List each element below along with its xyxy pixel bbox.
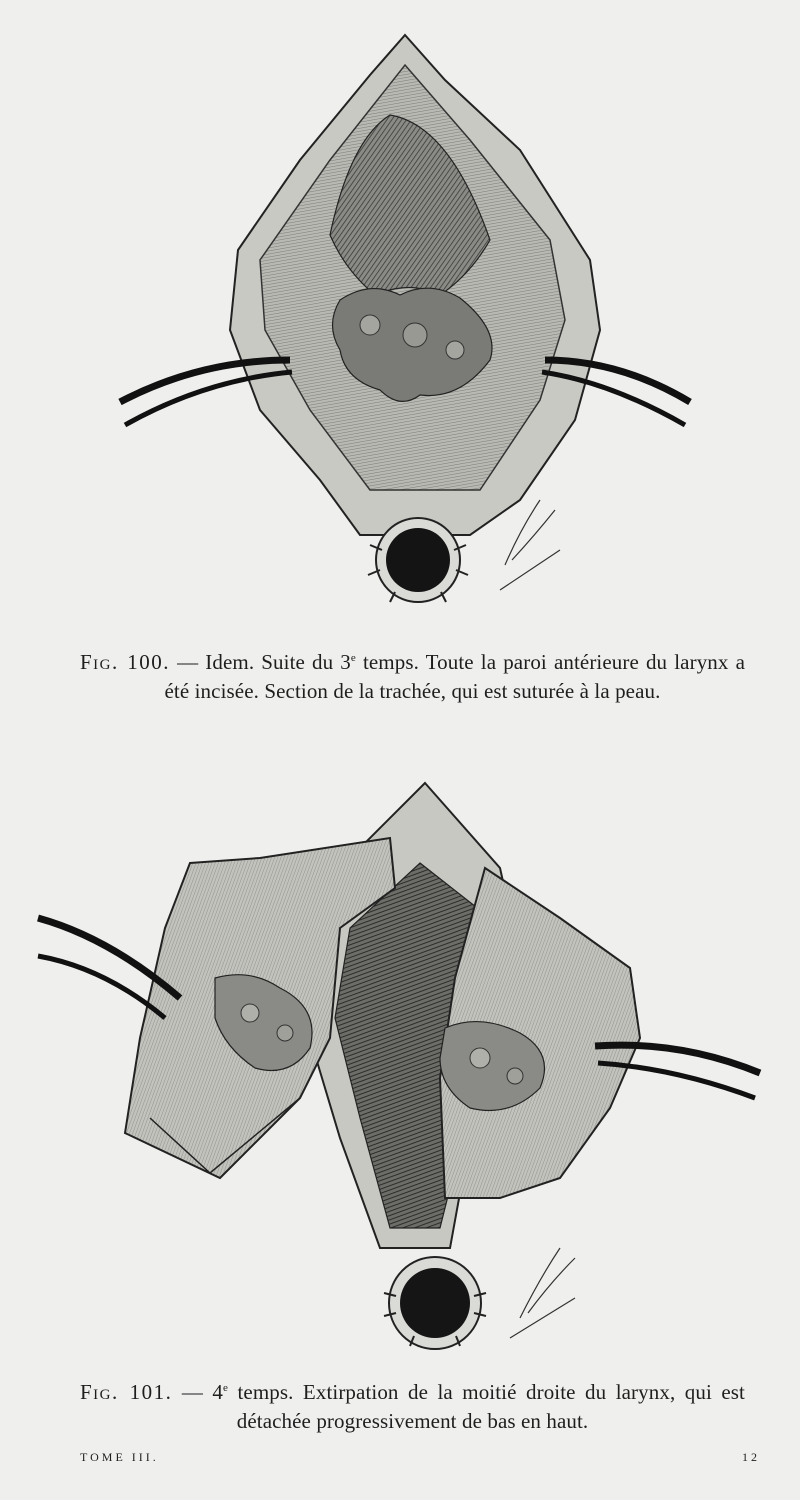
figure-101-illustration	[0, 778, 800, 1368]
figure-100-label: Fig. 100.	[80, 650, 170, 674]
figure-100-caption	[80, 648, 745, 706]
larynx-half-extirpation-drawing	[0, 778, 800, 1368]
figure-101-ordinal-suffix: e	[223, 1382, 228, 1394]
larynx-incised-drawing	[0, 30, 800, 630]
figure-100-illustration	[0, 30, 800, 630]
figure-101-label: Fig. 101.	[80, 1380, 173, 1404]
figure-101-caption-text-cont: temps. Extirpation de la moitié droite du larynx, qui est détachée progressivement de bas en haut.	[228, 1380, 745, 1433]
figure-100-ordinal-suffix: e	[350, 652, 356, 664]
figure-100-caption-text-cont: temps. Toute la paroi antérieure du larynx a été incisée. Section de la trachée, qui est suturée à la peau.	[164, 650, 745, 703]
figure-100-caption-text: — Idem. Suite du 3	[177, 650, 351, 674]
figure-101-caption	[80, 1378, 745, 1436]
footer-volume: TOME III.	[80, 1450, 159, 1464]
footer-page-number: 12	[742, 1450, 760, 1464]
figure-101-caption-text: — 4	[181, 1380, 224, 1404]
